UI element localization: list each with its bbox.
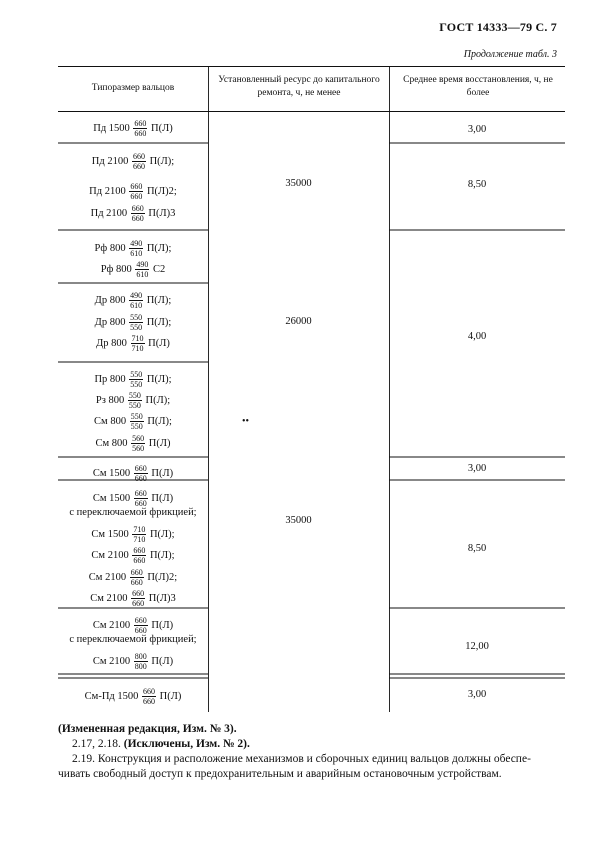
clause-2-19-line-1: 2.19. Конструкция и расположение механизмов и сборочных единиц вальцов должны обеспе- [72,753,531,765]
fraction-denominator: 660 [130,192,143,201]
fraction-denominator: 710 [133,535,146,544]
size-prefix: См 2100 [91,549,132,561]
size-line [58,119,208,138]
resource-value: 35000 [285,178,312,189]
roll-diameter-fraction [134,464,148,483]
fraction-denominator: 550 [130,323,143,332]
roll-diameter-fraction [131,589,145,608]
size-line [58,489,208,508]
fraction-numerator: 660 [134,119,147,128]
size-prefix: Пр 800 [94,373,129,385]
size-prefix: См 1500 [92,467,133,479]
size-prefix: Пд 2100 [89,185,129,197]
fraction-numerator: 660 [134,464,147,473]
size-prefix: Др 800 [94,316,129,328]
size-line [58,412,208,431]
fraction-numerator: 550 [128,391,141,400]
size-prefix: См 1500 [92,492,133,504]
size-line [58,434,208,453]
size-suffix: П(Л); [144,242,172,254]
size-line [58,391,208,410]
roll-diameter-fraction [131,204,145,223]
roll-diameter-fraction [132,152,146,171]
size-line [58,182,208,201]
size-prefix: Рз 800 [95,394,127,406]
page-header: ГОСТ 14333—79 С. 7 [439,20,557,34]
size-prefix: Рф 800 [100,263,135,275]
fraction-denominator: 610 [136,270,149,279]
size-prefix: См 1500 [91,528,132,540]
resource-value: 26000 [285,316,312,327]
size-suffix: П(Л) [148,492,174,504]
fraction-numerator: 660 [132,589,145,598]
size-prefix: Др 800 [96,337,130,349]
restore-value: 3,00 [467,689,487,700]
fraction-denominator: 550 [130,422,143,431]
fraction-numerator: 710 [133,525,146,534]
roll-diameter-fraction [142,687,156,706]
fraction-numerator: 660 [130,182,143,191]
fraction-denominator: 550 [128,401,141,410]
fraction-denominator: 660 [132,599,145,608]
restore-value: 8,50 [467,179,487,190]
restore-value: 8,50 [467,543,487,554]
size-suffix: П(Л) [145,337,170,349]
size-suffix: П(Л); [147,549,175,561]
data-table [58,66,565,712]
size-line [58,291,208,310]
size-prefix: См 2100 [90,592,131,604]
roll-diameter-fraction [129,291,143,310]
fraction-numerator: 550 [130,313,143,322]
fraction-denominator: 660 [134,474,147,483]
size-line [58,370,208,389]
roll-diameter-fraction [129,313,143,332]
size-suffix: П(Л)3 [146,592,176,604]
roll-diameter-fraction [130,412,144,431]
fraction-numerator: 660 [133,546,146,555]
size-suffix: П(Л) [146,437,171,449]
fraction-denominator: 660 [132,162,145,171]
fraction-denominator: 550 [130,380,143,389]
size-line [58,687,208,706]
roll-diameter-fraction [128,391,142,410]
size-line [58,152,208,171]
size-suffix: П(Л) [157,690,182,702]
fraction-numerator: 660 [134,616,147,625]
fraction-denominator: 660 [143,697,155,706]
size-prefix: Рф 800 [94,242,129,254]
fraction-denominator: 560 [132,444,145,453]
size-prefix: Пд 1500 [93,122,133,134]
fraction-numerator: 660 [130,568,143,577]
fraction-numerator: 550 [130,412,143,421]
fraction-denominator: 610 [130,301,143,310]
resource-value: 35000 [285,515,312,526]
roll-diameter-fraction [134,489,148,508]
footnote-amended: (Измененная редакция, Изм. № 3). [58,723,237,735]
size-line [58,589,208,608]
size-prefix: с переключаемой фрикцией; [69,634,197,645]
table-continuation-label: Продолжение табл. 3 [463,49,557,60]
fraction-numerator: 660 [134,489,147,498]
roll-diameter-fraction [134,652,148,671]
fraction-numerator: 490 [130,291,143,300]
size-prefix: См 800 [94,415,129,427]
fraction-denominator: 660 [134,626,147,635]
size-suffix: П(Л); [144,415,172,427]
size-prefix: Др 800 [94,294,129,306]
size-line [58,507,208,518]
size-line [58,568,208,587]
size-suffix: П(Л) [148,122,173,134]
restore-value: 12,00 [465,641,489,652]
fraction-numerator: 490 [130,239,143,248]
size-suffix: С2 [150,263,166,275]
size-suffix: П(Л)2; [144,571,178,583]
roll-diameter-fraction [129,370,143,389]
roll-diameter-fraction [129,182,143,201]
size-prefix: Пд 2100 [91,155,131,167]
size-line [58,260,208,279]
fraction-denominator: 660 [130,578,143,587]
size-prefix: См 2100 [92,619,133,631]
size-prefix: См 2100 [92,655,133,667]
stray-mark: •• [242,416,250,427]
size-prefix: См 2100 [88,571,129,583]
size-line [58,546,208,565]
size-prefix: См 800 [95,437,131,449]
size-suffix: П(Л) [148,655,174,667]
fraction-numerator: 660 [143,687,155,696]
size-suffix: П(Л); [147,528,175,540]
roll-diameter-fraction [131,334,145,353]
size-suffix: П(Л) [148,467,174,479]
fraction-denominator: 660 [133,556,146,565]
roll-diameter-fraction [132,525,146,544]
column-header-size: Типоразмер вальцов [91,83,175,93]
size-line [58,634,208,645]
size-line [58,239,208,258]
size-suffix: П(Л); [146,155,175,167]
fraction-denominator: 610 [130,249,143,258]
roll-diameter-fraction [129,239,143,258]
size-line [58,313,208,332]
size-suffix: П(Л); [144,373,172,385]
roll-diameter-fraction [135,260,149,279]
restore-value: 3,00 [467,124,487,135]
fraction-denominator: 660 [134,499,147,508]
roll-diameter-fraction [134,616,148,635]
size-suffix: П(Л); [144,294,172,306]
fraction-numerator: 490 [136,260,149,269]
size-line [58,652,208,671]
roll-diameter-fraction [133,119,147,138]
size-prefix: Пд 2100 [90,207,130,219]
fraction-denominator: 660 [134,129,147,138]
size-suffix: П(Л) [148,619,174,631]
restore-value: 3,00 [467,463,487,474]
clause-2-19-line-2: чивать свободный доступ к предохранительным и аварийным остановочным устройствам. [58,768,502,780]
column-header-resource: Установленный ресурс до капитального ремонта, ч, не менее [218,75,380,98]
size-suffix: П(Л)3 [145,207,176,219]
fraction-numerator: 710 [131,334,144,343]
column-header-restore: Среднее время восстановления, ч, не более [403,75,553,98]
size-line [58,204,208,223]
roll-diameter-fraction [132,546,146,565]
roll-diameter-fraction [130,568,144,587]
size-prefix: См-Пд 1500 [84,690,141,702]
roll-diameter-fraction [131,434,145,453]
fraction-numerator: 660 [132,152,145,161]
fraction-numerator: 560 [132,434,145,443]
footnote-excluded: 2.17, 2.18. (Исключены, Изм. № 2). [72,738,250,750]
fraction-numerator: 660 [131,204,144,213]
size-line [58,616,208,635]
size-suffix: П(Л); [142,394,171,406]
fraction-numerator: 800 [134,652,147,661]
size-line [58,334,208,353]
fraction-numerator: 550 [130,370,143,379]
size-line [58,464,208,483]
size-suffix: П(Л)2; [144,185,177,197]
fraction-denominator: 660 [131,214,144,223]
size-line [58,525,208,544]
restore-value: 4,00 [467,331,487,342]
size-suffix: П(Л); [144,316,172,328]
fraction-denominator: 800 [134,662,147,671]
fraction-denominator: 710 [131,344,144,353]
size-prefix: с переключаемой фрикцией; [69,507,197,518]
